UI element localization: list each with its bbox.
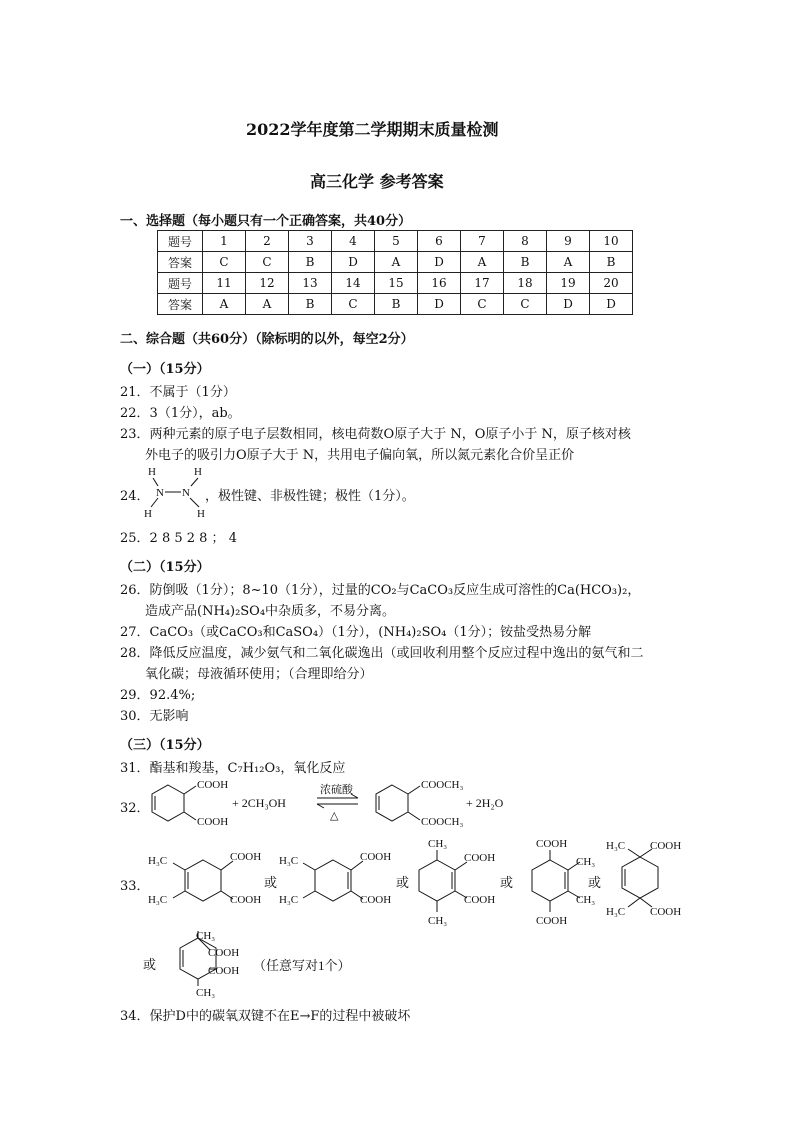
answer-q23-line1: 23．两种元素的原子电子层数相同，核电荷数O原子大于 N，O原子小于 N，原子核对核 [120, 427, 631, 442]
nitrogen-label: N [156, 487, 164, 499]
table-header-cell: 答案 [158, 252, 203, 273]
table-cell: B [289, 294, 332, 315]
answer-q27: 27．CaCO₃（或CaCO₃和CaSO₄）（1分），(NH₄)₂SO₄（1分）；铵盐受热易分解 [120, 625, 592, 640]
table-row [158, 231, 633, 252]
table-cell: 20 [590, 273, 633, 294]
methyl-label: CH₃ [196, 930, 216, 942]
esterification-reaction-icon [140, 775, 520, 833]
table-cell: C [461, 294, 504, 315]
table-cell: A [547, 252, 590, 273]
carboxyl-label: COOH [208, 947, 240, 959]
table-header-cell: 答案 [158, 294, 203, 315]
table-cell: A [246, 294, 289, 315]
table-cell: 8 [504, 231, 547, 252]
carboxyl-label: COOH [464, 894, 496, 906]
hydrogen-label: H [148, 466, 156, 478]
methyl-label: H₃C [606, 840, 626, 852]
table-cell: 10 [590, 231, 633, 252]
table-cell: B [504, 252, 547, 273]
carboxyl-label: COOH [197, 779, 229, 791]
carboxyl-label: COOH [230, 851, 262, 863]
carboxyl-label: COOH [360, 851, 392, 863]
methyl-label: CH₃ [428, 915, 448, 927]
q33-note: （任意写对1个） [253, 958, 351, 973]
table-cell: D [332, 252, 375, 273]
table-cell: 6 [418, 231, 461, 252]
part1-heading: （一）（15分） [120, 362, 210, 377]
table-cell: D [418, 252, 461, 273]
methyl-label: H₃C [148, 855, 168, 867]
carboxyl-label: COOH [360, 894, 392, 906]
methyl-label: H₃C [606, 906, 626, 918]
answer-q31: 31．酯基和羧基，C₇H₁₂O₃，氧化反应 [120, 761, 346, 776]
section2-heading: 二、综合题（共60分）（除标明的以外，每空2分） [120, 332, 414, 347]
methyl-label: CH₃ [428, 838, 448, 850]
methyl-label: CH₃ [576, 856, 596, 868]
hydrogen-label: H [197, 508, 205, 520]
carboxyl-label: COOH [536, 838, 568, 850]
part3-heading: （三）（15分） [120, 738, 210, 753]
isomer-structure-alt-icon [140, 926, 380, 1002]
methyl-label: H₃C [148, 894, 168, 906]
table-cell: A [461, 252, 504, 273]
table-header-cell: 题号 [158, 231, 203, 252]
ester-label: COOCH₃ [421, 816, 464, 828]
table-cell: A [375, 252, 418, 273]
table-cell: 9 [547, 231, 590, 252]
table-cell: B [590, 252, 633, 273]
table-cell: 7 [461, 231, 504, 252]
table-cell: 13 [289, 273, 332, 294]
or-label: 或 [396, 875, 410, 890]
table-cell: B [375, 294, 418, 315]
hydrogen-label: H [144, 508, 152, 520]
ester-label: COOCH₃ [421, 779, 464, 791]
table-cell: 11 [203, 273, 246, 294]
carboxyl-label: COOH [208, 965, 240, 977]
or-label: 或 [264, 875, 278, 890]
table-cell: 1 [203, 231, 246, 252]
heat-label: △ [330, 810, 339, 822]
table-cell: 4 [332, 231, 375, 252]
table-cell: C [504, 294, 547, 315]
or-label: 或 [143, 957, 157, 972]
table-header-cell: 题号 [158, 273, 203, 294]
water-label: + 2H₂O [466, 796, 504, 810]
isomer-structures-icon [140, 835, 686, 930]
table-cell: C [203, 252, 246, 273]
carboxyl-label: COOH [650, 906, 682, 918]
table-cell: A [203, 294, 246, 315]
carboxyl-label: COOH [464, 852, 496, 864]
table-cell: D [418, 294, 461, 315]
answer-q29: 29．92.4%; [120, 688, 196, 703]
answer-q21: 21．不属于（1分） [120, 385, 236, 400]
or-label: 或 [588, 875, 602, 890]
answer-q25: 25．2 8 5 2 8 ； 4 [120, 531, 237, 546]
table-cell: 2 [246, 231, 289, 252]
hydrogen-label: H [194, 466, 202, 478]
answer-q24: ，极性键、非极性键；极性（1分）。 [205, 489, 415, 504]
table-cell: 3 [289, 231, 332, 252]
methyl-label: H₃C [279, 894, 299, 906]
table-cell: D [590, 294, 633, 315]
table-cell: C [246, 252, 289, 273]
answer-q33-number: 33． [120, 879, 150, 894]
table-cell: 19 [547, 273, 590, 294]
hydrazine-structure-icon [142, 462, 208, 522]
carboxyl-label: COOH [197, 816, 229, 828]
table-cell: 18 [504, 273, 547, 294]
answer-q30: 30．无影响 [120, 709, 189, 724]
answer-q32-number: 32． [120, 801, 150, 816]
carboxyl-label: COOH [536, 915, 568, 927]
table-cell: 5 [375, 231, 418, 252]
table-cell: D [547, 294, 590, 315]
table-row [158, 252, 633, 273]
answer-q24-number: 24． [120, 489, 150, 504]
or-label: 或 [500, 875, 514, 890]
table-cell: 14 [332, 273, 375, 294]
section1-heading: 一、选择题（每小题只有一个正确答案，共40分） [120, 214, 412, 229]
table-cell: 15 [375, 273, 418, 294]
catalyst-label: 浓硫酸 [320, 784, 353, 796]
document-subtitle: 高三化学 参考答案 [310, 172, 444, 191]
answer-q28-line2: 氧化碳；母液循环使用；（合理即给分） [145, 667, 373, 682]
carboxyl-label: COOH [650, 840, 682, 852]
table-cell: C [332, 294, 375, 315]
answer-q23-line2: 外电子的吸引力O原子大于 N，共用电子偏向氧，所以氮元素化合价呈正价 [145, 448, 575, 463]
answer-table [157, 230, 633, 315]
answer-q26-line2: 造成产品(NH₄)₂SO₄中杂质多，不易分离。 [145, 604, 396, 619]
carboxyl-label: COOH [230, 894, 262, 906]
methanol-label: + 2CH₃OH [232, 796, 286, 810]
document-title: 2022学年度第二学期期末质量检测 [246, 120, 499, 139]
answer-q34: 34．保护D中的碳氧双键不在E→F的过程中被破坏 [120, 1009, 411, 1024]
table-row [158, 273, 633, 294]
nitrogen-label: N [182, 487, 190, 499]
table-cell: 12 [246, 273, 289, 294]
table-cell: B [289, 252, 332, 273]
answer-q22: 22．3（1分），ab。 [120, 406, 241, 421]
methyl-label: CH₃ [576, 894, 596, 906]
methyl-label: H₃C [279, 855, 299, 867]
answer-q28-line1: 28．降低反应温度，减少氨气和二氧化碳逸出（或回收利用整个反应过程中逸出的氨气和二 [120, 646, 644, 661]
table-cell: 17 [461, 273, 504, 294]
methyl-label: CH₃ [196, 987, 216, 999]
table-cell: 16 [418, 273, 461, 294]
table-row [158, 294, 633, 315]
part2-heading: （二）（15分） [120, 560, 210, 575]
answer-q26-line1: 26．防倒吸（1分）；8~10（1分），过量的CO₂与CaCO₃反应生成可溶性的Ca(HCO₃)₂， [120, 583, 641, 598]
